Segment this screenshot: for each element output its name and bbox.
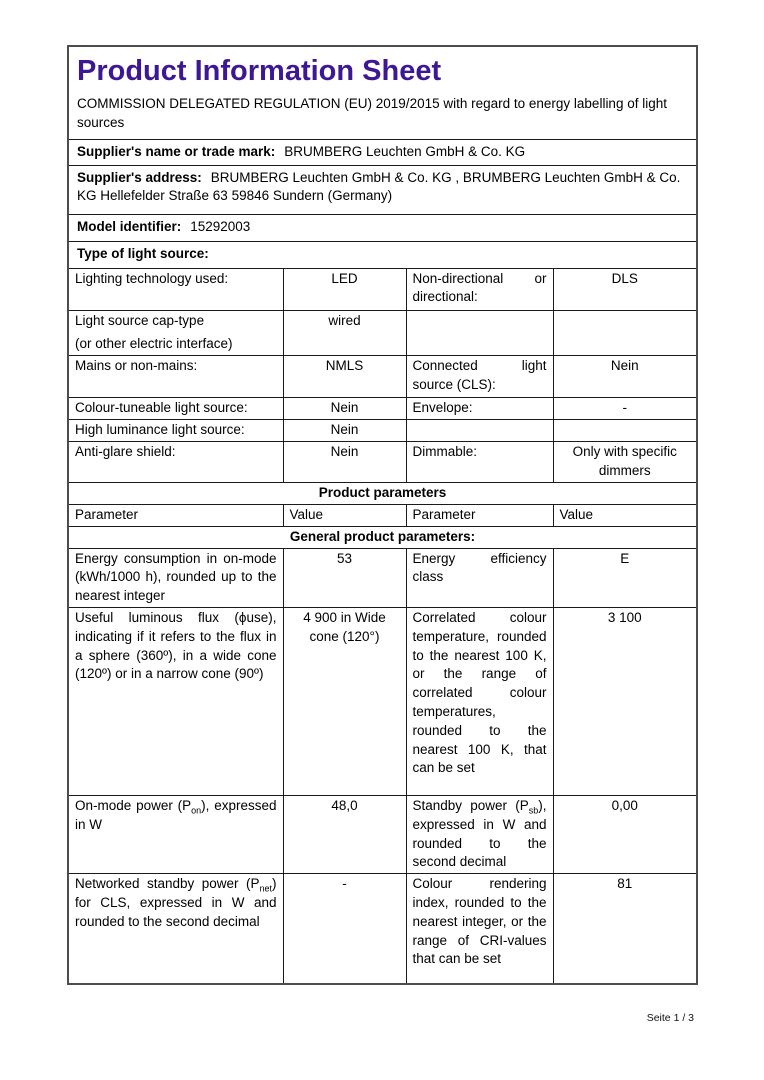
param-value: E (553, 548, 697, 607)
product-info-table (67, 45, 698, 985)
table-row (68, 139, 697, 165)
param-label: Non-directional or directional: (406, 268, 553, 310)
table-row (68, 795, 697, 873)
table-row (68, 214, 697, 241)
table-row (68, 607, 697, 795)
table-row (68, 165, 697, 214)
param-value: 4 900 in Wide cone (120°) (283, 607, 406, 795)
param-value: LED (283, 268, 406, 310)
param-label (406, 420, 553, 442)
param-value: 81 (553, 874, 697, 984)
supplier-address-cell (68, 165, 697, 214)
param-value: 53 (283, 548, 406, 607)
page-subtitle: COMMISSION DELEGATED REGULATION (EU) 2019/2015 with regard to energy labelling of light sources (77, 96, 667, 130)
param-label (68, 310, 283, 356)
param-label: Energy efficiency class (406, 548, 553, 607)
supplier-name-cell (68, 139, 697, 165)
param-value: DLS (553, 268, 697, 310)
param-value: - (553, 398, 697, 420)
general-product-parameters-heading: General product parameters: (68, 526, 697, 548)
param-label: Useful luminous flux (ϕuse), indicating if it refers to the flux in a sphere (360º), in a wide cone (120º) or in a narrow cone (90º) (68, 607, 283, 795)
param-label: Networked standby power $(P_{net})$ for CLS, expressed in W and rounded to the second decimal (68, 874, 283, 984)
column-header: Value (553, 504, 697, 526)
type-of-light-source-heading: Type of light source: (68, 241, 697, 268)
table-row (68, 526, 697, 548)
param-value: NMLS (283, 356, 406, 398)
supplier-address-label: Supplier's address: (77, 169, 202, 185)
table-row (68, 46, 697, 139)
param-label: Envelope: (406, 398, 553, 420)
param-value: Nein (283, 398, 406, 420)
supplier-name-value: BRUMBERG Leuchten GmbH & Co. KG (284, 143, 526, 159)
table-row (68, 356, 697, 398)
table-row (68, 241, 697, 268)
page-number: Seite 1 / 3 (646, 1011, 694, 1024)
table-row (68, 482, 697, 504)
supplier-name-label: Supplier's name or trade mark: (77, 143, 276, 159)
supplier-address-value: BRUMBERG Leuchten GmbH & Co. KG , BRUMBERG Leuchten GmbH & Co. KG Hellefelder Straße 63 59846 Sundern (Germany) (77, 169, 681, 204)
param-value: Nein (553, 356, 697, 398)
param-label-line: Light source cap-type (75, 312, 205, 328)
table-row (68, 398, 697, 420)
param-label: Mains or non-mains: (68, 356, 283, 398)
table-row (68, 420, 697, 442)
param-label: Anti-glare shield: (68, 442, 283, 483)
param-value: - (283, 874, 406, 984)
column-header: Parameter (406, 504, 553, 526)
table-row (68, 548, 697, 607)
param-label: Connected light source (CLS): (406, 356, 553, 398)
param-label: Colour-tuneable light source: (68, 398, 283, 420)
param-value: 3 100 (553, 607, 697, 795)
param-value (553, 420, 697, 442)
param-label: Energy consumption in on-mode (kWh/1000 h), rounded up to the nearest integer (68, 548, 283, 607)
param-label: Dimmable: (406, 442, 553, 483)
product-parameters-heading: Product parameters (68, 482, 697, 504)
table-row (68, 310, 697, 356)
title-cell (68, 46, 697, 139)
column-header: Value (283, 504, 406, 526)
param-label: Lighting technology used: (68, 268, 283, 310)
table-row (68, 442, 697, 483)
table-row (68, 268, 697, 310)
model-identifier-cell (68, 214, 697, 241)
param-value: Only with specific dimmers (553, 442, 697, 483)
model-identifier-label: Model identifier: (77, 218, 182, 234)
table-row (68, 504, 697, 526)
param-value (553, 310, 697, 356)
param-label: High luminance light source: (68, 420, 283, 442)
param-label: Standby power $(P_{sb})$, expressed in W and rounded to the second decimal (406, 795, 553, 873)
param-value: wired (283, 310, 406, 356)
param-value: 0,00 (553, 795, 697, 873)
param-label: On-mode power $(P_{on})$, expressed in W (68, 795, 283, 873)
param-label: Colour rendering index, rounded to the nearest integer, or the range of CRI-values that can be set (406, 874, 553, 984)
param-label (406, 310, 553, 356)
table-row (68, 874, 697, 984)
param-value: Nein (283, 420, 406, 442)
param-value: 48,0 (283, 795, 406, 873)
param-value: Nein (283, 442, 406, 483)
param-label: Correlated colour temperature, rounded to the nearest 100 K, or the range of correlated colour temperatures, rounded to the nearest 100 K, that can be set (406, 607, 553, 795)
column-header: Parameter (68, 504, 283, 526)
model-identifier-value: 15292003 (190, 218, 251, 234)
param-label-line: (or other electric interface) (75, 336, 233, 352)
page-title: Product Information Sheet (77, 55, 442, 87)
